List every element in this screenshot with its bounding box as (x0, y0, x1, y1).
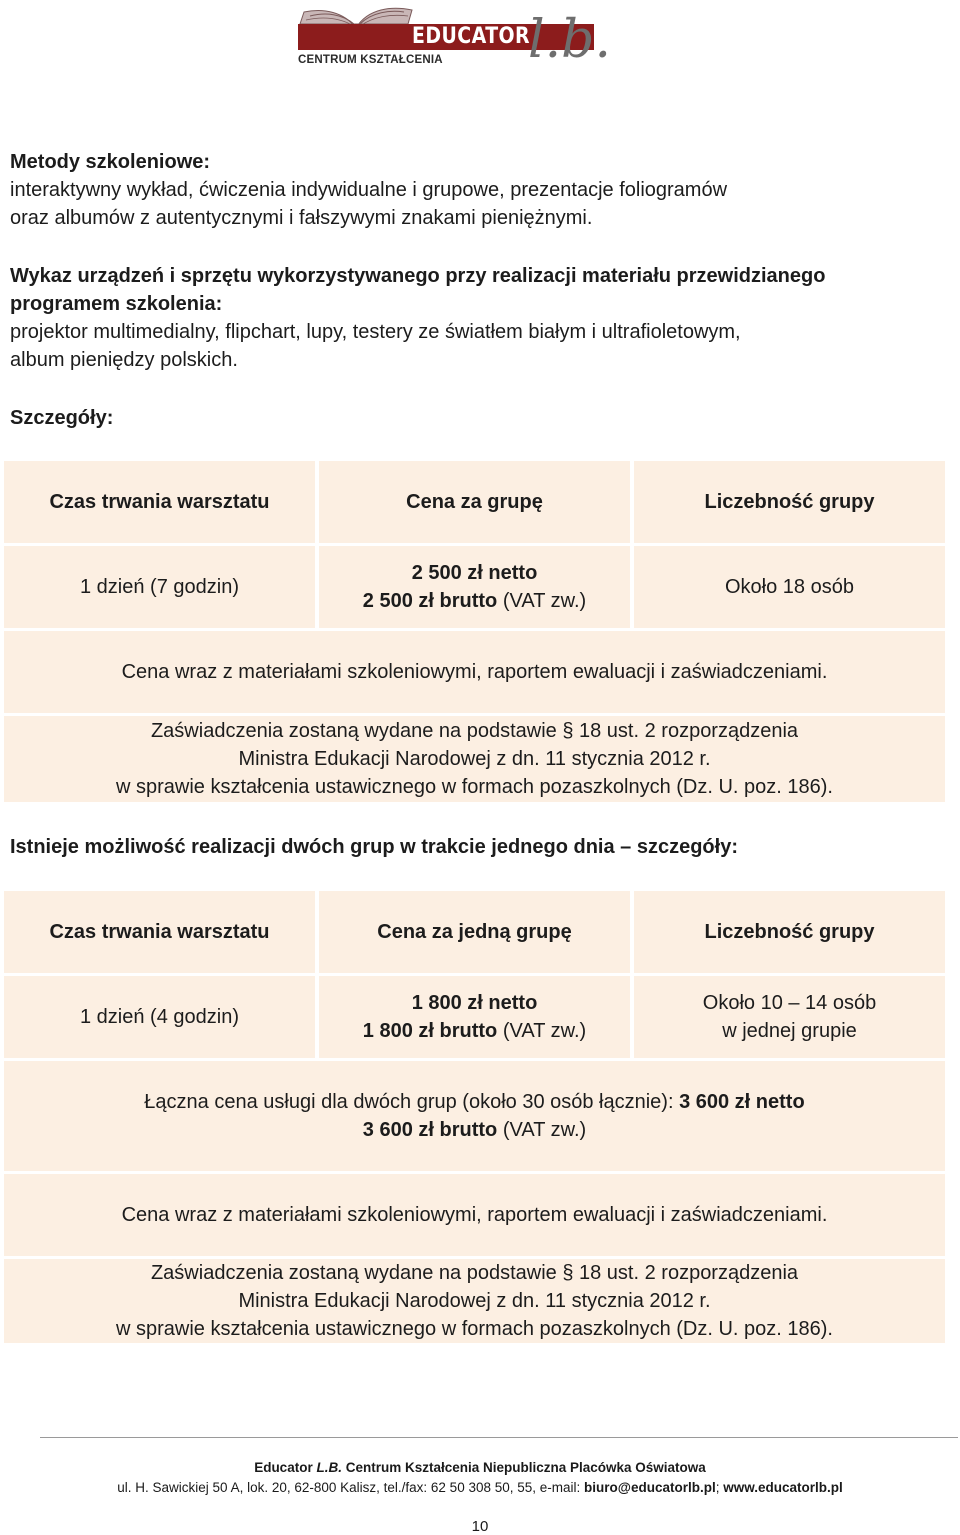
table2-certificate-note: Zaświadczenia zostaną wydane na podstawie § 18 ust. 2 rozporządzenia Ministra Edukacji Narodowej z dn. 11 stycznia 2012 r. w sprawie kształcenia ustawicznego w formach pozaszkolnych (Dz. U. poz. 186). (4, 1259, 945, 1343)
table2-price-brutto-line: 1 800 zł brutto (VAT zw.) (362, 1020, 587, 1042)
table2-header-group-size: Liczebność grupy (634, 891, 945, 973)
logo-lb-mark: l.b. (528, 10, 611, 70)
two-groups-heading: Istnieje możliwość realizacji dwóch grup w trakcie jednego dnia – szczegóły: (10, 836, 738, 858)
table1-certificate-note: Zaświadczenia zostaną wydane na podstawie § 18 ust. 2 rozporządzenia Ministra Edukacji Narodowej z dn. 11 stycznia 2012 r. w sprawie kształcenia ustawicznego w formach pozaszkolnych (Dz. U. poz. 186). (4, 716, 945, 802)
footer-email[interactable]: biuro@educatorlb.pl (584, 1480, 716, 1495)
page-number: 10 (471, 1518, 489, 1535)
methods-line-1: interaktywny wykład, ćwiczenia indywidualne i grupowe, prezentacje foliogramów (10, 179, 728, 201)
equipment-line-1: projektor multimedialny, flipchart, lupy, testery ze światłem białym i ultrafioletowym, (10, 321, 741, 343)
table1-duration: 1 dzień (7 godzin) (4, 546, 315, 628)
table1-header-duration: Czas trwania warsztatu (4, 461, 315, 543)
table2-group-size: Około 10 – 14 osób w jednej grupie (634, 976, 945, 1058)
footer-divider (40, 1437, 958, 1438)
equipment-heading-1: Wykaz urządzeń i sprzętu wykorzystywanego przy realizacji materiału przewidzianego (10, 265, 826, 287)
methods-line-2: oraz albumów z autentycznymi i fałszywymi znakami pieniężnymi. (10, 207, 593, 229)
logo-subtitle: CENTRUM KSZTAŁCENIA (298, 54, 443, 66)
table2-header-duration: Czas trwania warsztatu (4, 891, 315, 973)
table1-header-group-size: Liczebność grupy (634, 461, 945, 543)
table2-total-price: Łączna cena usługi dla dwóch grup (około 30 osób łącznie): 3 600 zł netto 3 600 zł brutto (VAT zw.) (4, 1061, 945, 1171)
table1-price (319, 546, 630, 628)
equipment-heading-2: programem szkolenia: (10, 293, 223, 315)
table2-price-note: Cena wraz z materiałami szkoleniowymi, raportem ewaluacji i zaświadczeniami. (4, 1174, 945, 1256)
table2-duration: 1 dzień (4 godzin) (4, 976, 315, 1058)
footer-address: ul. H. Sawickiej 50 A, lok. 20, 62-800 Kalisz, tel./fax: 62 50 308 50, 55, e-mail: biuro@educatorlb.pl; www.educatorlb.pl (117, 1480, 843, 1495)
logo-wordmark: EDUCATOR (412, 24, 531, 49)
table1-price-netto: 2 500 zł netto (411, 562, 538, 584)
table2-header-price: Cena za jedną grupę (319, 891, 630, 973)
methods-heading: Metody szkoleniowe: (10, 151, 211, 173)
footer-website[interactable]: www.educatorlb.pl (723, 1480, 843, 1495)
details-heading: Szczegóły: (10, 407, 114, 429)
educator-logo (296, 2, 611, 74)
table2-price-netto: 1 800 zł netto (411, 992, 538, 1014)
table1-group-size: Około 18 osób (634, 546, 945, 628)
table1-price-brutto-line: 2 500 zł brutto (VAT zw.) (362, 590, 587, 612)
table1-price-note: Cena wraz z materiałami szkoleniowymi, raportem ewaluacji i zaświadczeniami. (4, 631, 945, 713)
equipment-line-2: album pieniędzy polskich. (10, 349, 238, 371)
footer-organization: Educator L.B. Centrum Kształcenia Niepubliczna Placówka Oświatowa (254, 1460, 706, 1475)
table2-price (319, 976, 630, 1058)
table1-header-price: Cena za grupę (319, 461, 630, 543)
